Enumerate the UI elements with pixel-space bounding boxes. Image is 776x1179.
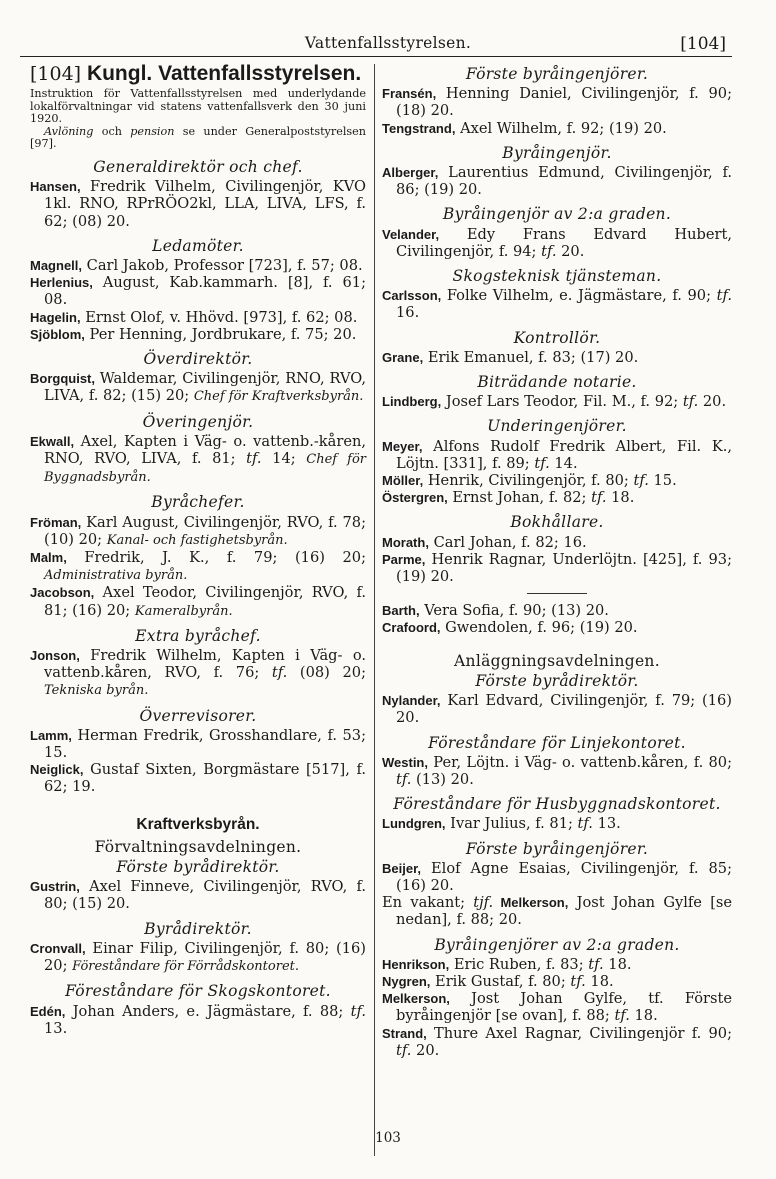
entry-strand: Strand, Thure Axel Ragnar, Civilingenjör f. 90; tf. 20. bbox=[382, 1024, 732, 1059]
entry-gustrin: Gustrin, Axel Finneve, Civilingenjör, RVO, f. 80; (15) 20. bbox=[30, 878, 366, 913]
header-rule bbox=[20, 56, 732, 57]
entry-alberger: Alberger, Laurentius Edmund, Civilingenjör, f. 86; (19) 20. bbox=[382, 164, 732, 199]
heading-linjekontoret: Föreståndare för Linjekontoret. bbox=[428, 733, 686, 752]
entry-neiglick: Neiglick, Gustaf Sixten, Borgmästare [517], f. 62; 19. bbox=[30, 761, 366, 796]
section-title: [104] Kungl. Vattenfallsstyrelsen. bbox=[30, 62, 362, 85]
entry-henrikson: Henrikson, Eric Ruben, f. 83; tf. 18. bbox=[382, 955, 632, 973]
heading-byraingenjor-2a: Byråingenjör av 2:a graden. bbox=[442, 205, 672, 224]
heading-anlaggningsavdelningen: Anläggningsavdelningen. bbox=[454, 651, 660, 670]
heading-kraftverksbyran: Kraftverksbyrån. bbox=[136, 815, 260, 833]
entry-lundgren: Lundgren, Ivar Julius, f. 81; tf. 13. bbox=[382, 815, 621, 833]
heading-husbyggnadskontoret: Föreståndare för Husbyggnadskontoret. bbox=[393, 795, 721, 814]
heading-underingenjorer: Underingenjörer. bbox=[487, 417, 627, 436]
entry-herlenius: Herlenius, August, Kab.kammarh. [8], f. 61; 08. bbox=[30, 274, 366, 309]
heading-kontrollor: Kontrollör. bbox=[513, 328, 601, 347]
entry-lindberg: Lindberg, Josef Lars Teodor, Fil. M., f. 92; tf. 20. bbox=[382, 393, 727, 411]
entry-beijer: Beijer, Elof Agne Esaias, Civilingenjör, f. 85; (16) 20. bbox=[382, 859, 732, 894]
heading-extra-byrachef: Extra byråchef. bbox=[135, 626, 261, 645]
entry-froman: Fröman, Karl August, Civilingenjör, RVO, f. 78; (10) 20; Kanal- och fastighetsbyrån. bbox=[30, 513, 366, 548]
entry-barth: Barth, Vera Sofia, f. 90; (13) 20. bbox=[382, 602, 609, 620]
entry-lamm: Lamm, Herman Fredrik, Grosshandlare, f. 53; 15. bbox=[30, 726, 366, 762]
salary-note: Avlöning och pension se under Generalpoststyrelsen [97]. bbox=[30, 124, 366, 151]
column-divider bbox=[374, 64, 375, 1156]
entry-jonson: Jonson, Fredrik Wilhelm, Kapten i Väg- o. vattenb.kåren, RVO, f. 76; tf. (08) 20; Tekniska byrån. bbox=[30, 647, 366, 699]
entry-eden: Edén, Johan Anders, e. Jägmästare, f. 88; tf. 13. bbox=[30, 1002, 366, 1037]
heading-forste-byradirektor-2: Förste byrådirektör. bbox=[475, 671, 639, 690]
heading-byradirektor: Byrådirektör. bbox=[144, 919, 252, 938]
heading-ledamoter: Ledamöter. bbox=[152, 236, 244, 255]
entry-grane: Grane, Erik Emanuel, f. 83; (17) 20. bbox=[382, 348, 639, 366]
heading-bitradande-notarie: Biträdande notarie. bbox=[477, 373, 637, 392]
heading-skogsteknisk: Skogsteknisk tjänsteman. bbox=[452, 267, 662, 286]
running-head bbox=[0, 6, 776, 54]
entry-velander: Velander, Edy Frans Edvard Hubert, Civilingenjör, f. 94; tf. 20. bbox=[382, 225, 732, 260]
heading-generaldirektor: Generaldirektör och chef. bbox=[93, 157, 303, 176]
entry-morath: Morath, Carl Johan, f. 82; 16. bbox=[382, 533, 587, 551]
entry-westin: Westin, Per, Löjtn. i Väg- o. vattenb.kåren, f. 80; tf. (13) 20. bbox=[382, 753, 732, 788]
entry-magnell: Magnell, Carl Jakob, Professor [723], f. 57; 08. bbox=[30, 256, 363, 274]
page-number: 103 bbox=[375, 1130, 401, 1146]
entry-melkerson: Melkerson, Jost Johan Gylfe, tf. Förste byråingenjör [se ovan], f. 88; tf. 18. bbox=[382, 990, 732, 1025]
entry-fransen: Fransén, Henning Daniel, Civilingenjör, f. 90; (18) 20. bbox=[382, 85, 732, 120]
instruction-note: Instruktion för Vattenfallsstyrelsen med underlydande lokalförvaltningar vid statens vattenfallsverk den 30 juni 1920. bbox=[30, 87, 366, 126]
entry-nygren: Nygren, Erik Gustaf, f. 80; tf. 18. bbox=[382, 972, 614, 990]
entry-meyer: Meyer, Alfons Rudolf Fredrik Albert, Fil. K., Löjtn. [331], f. 89; tf. 14. bbox=[382, 437, 732, 472]
heading-forste-byradirektor: Förste byrådirektör. bbox=[116, 858, 280, 877]
entry-ostergren: Östergren, Ernst Johan, f. 82; tf. 18. bbox=[382, 489, 635, 507]
separator-rule bbox=[527, 593, 587, 594]
entry-moller: Möller, Henrik, Civilingenjör, f. 80; tf. 15. bbox=[382, 472, 677, 490]
entry-hagelin: Hagelin, Ernst Olof, v. Hhövd. [973], f. 62; 08. bbox=[30, 308, 358, 326]
heading-byrachefer: Byråchefer. bbox=[151, 493, 245, 512]
entry-borgquist: Borgquist, Waldemar, Civilingenjör, RNO, RVO, LIVA, f. 82; (15) 20; Chef för Kraftverksbyrån. bbox=[30, 370, 366, 405]
running-page-ref: [104] bbox=[680, 34, 726, 54]
entry-sjoblom: Sjöblom, Per Henning, Jordbrukare, f. 75; 20. bbox=[30, 325, 357, 343]
entry-jacobson: Jacobson, Axel Teodor, Civilingenjör, RVO, f. 81; (16) 20; Kameralbyrån. bbox=[30, 584, 366, 619]
entry-ekwall: Ekwall, Axel, Kapten i Väg- o. vattenb.-kåren, RNO, RVO, LIVA, f. 81; tf. 14; Chef för Byggnadsbyrån. bbox=[30, 432, 367, 486]
left-column bbox=[30, 62, 366, 1037]
heading-overdirektor: Överdirektör. bbox=[143, 350, 253, 368]
entry-malm: Malm, Fredrik, J. K., f. 79; (16) 20; Administrativa byrån. bbox=[30, 549, 366, 584]
heading-forvaltningsavdelningen: Förvaltningsavdelningen. bbox=[94, 837, 302, 856]
heading-overrevisorer: Överrevisorer. bbox=[139, 706, 257, 725]
entry-carlsson: Carlsson, Folke Vilhelm, e. Jägmästare, f. 90; tf. 16. bbox=[382, 287, 732, 322]
running-title: Vattenfallsstyrelsen. bbox=[304, 34, 472, 52]
right-column bbox=[382, 62, 732, 1059]
heading-skogskontoret: Föreståndare för Skogskontoret. bbox=[65, 982, 331, 1001]
heading-overingenjor: Överingenjör. bbox=[142, 412, 254, 431]
heading-forste-byraingenjorer: Förste byråingenjörer. bbox=[465, 65, 649, 83]
heading-byraingenjor: Byråingenjör. bbox=[502, 143, 612, 162]
entry-vakant: En vakant; tjf. Melkerson, Jost Johan Gylfe [se nedan], f. 88; 20. bbox=[382, 894, 733, 929]
entry-cronvall: Cronvall, Einar Filip, Civilingenjör, f. 80; (16) 20; Föreståndare för Förrådskontoret. bbox=[30, 939, 366, 975]
entry-tengstrand: Tengstrand, Axel Wilhelm, f. 92; (19) 20. bbox=[382, 119, 667, 137]
heading-bokhallare: Bokhållare. bbox=[510, 513, 604, 532]
entry-nylander: Nylander, Karl Edvard, Civilingenjör, f. 79; (16) 20. bbox=[382, 692, 732, 727]
entry-parme: Parme, Henrik Ragnar, Underlöjtn. [425], f. 93; (19) 20. bbox=[382, 550, 732, 586]
heading-byraingenjorer-2a: Byråingenjörer av 2:a graden. bbox=[434, 935, 680, 954]
heading-forste-byraingenjorer-2: Förste byråingenjörer. bbox=[465, 839, 649, 858]
entry-hansen: Hansen, Fredrik Vilhelm, Civilingenjör, KVO 1kl. RNO, RPrRÖO2kl, LLA, LIVA, LFS, f. 62; (08) 20. bbox=[30, 178, 366, 230]
entry-crafoord: Crafoord, Gwendolen, f. 96; (19) 20. bbox=[382, 619, 638, 637]
